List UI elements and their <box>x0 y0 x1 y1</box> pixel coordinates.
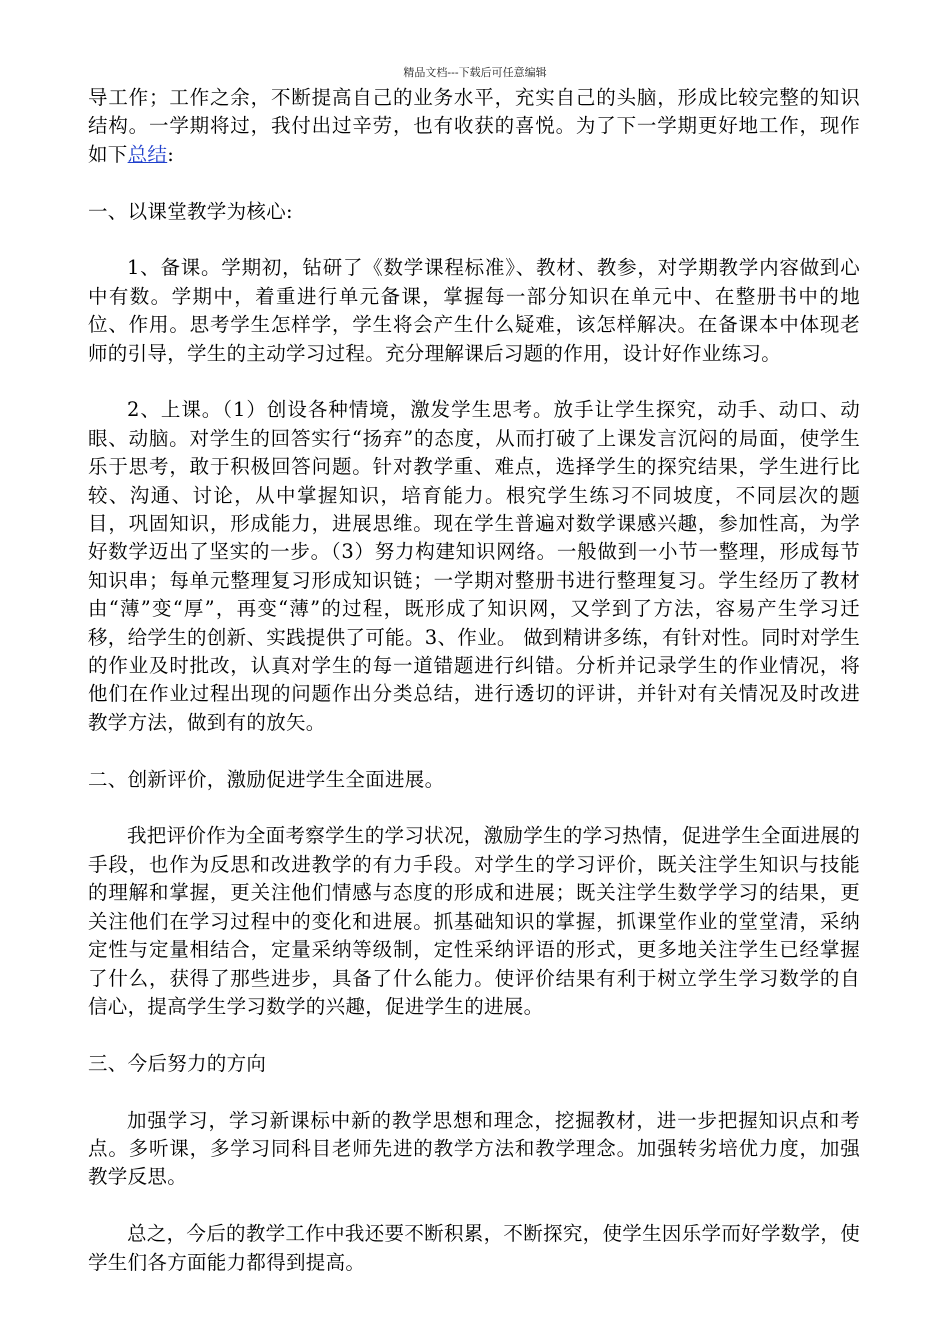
intro-paragraph <box>88 84 860 169</box>
document-body <box>88 84 860 1305</box>
conclusion-paragraph: 总之，今后的教学工作中我还要不断积累，不断探究，使学生因乐学而好学数学，使学生们各方面能力都得到提高。 <box>88 1222 860 1274</box>
intro-tail: : <box>167 142 175 166</box>
section-3-paragraph: 加强学习，学习新课标中新的教学思想和理念，挖掘教材，进一步把握知识点和考点。多听课，多学习同科目老师先进的教学方法和教学理念。加强转劣培优力度，加强教学反思。 <box>88 1108 860 1189</box>
section-3-heading: 三、今后努力的方向 <box>88 1051 267 1075</box>
summary-link[interactable]: 总结 <box>127 142 168 166</box>
section-1-paragraph-teaching: 2、上课。（1）创设各种情境，激发学生思考。放手让学生探究，动手、动口、动眼、动脑。对学生的回答实行“扬弃”的态度，从而打破了上课发言沉闷的局面，使学生乐于思考，敢于积极回答问题。针对教学重、难点，选择学生的探究结果，学生进行比较、沟通、讨论，从中掌握知识，培育能力。根究学生练习不同坡度，不同层次的题目，巩固知识，形成能力，进展思维。现在学生普遍对数学课感兴趣，参加性高，为学好数学迈出了坚实的一步。（3）努力构建知识网络。一般做到一小节一整理，形成每节知识串；每单元整理复习形成知识链；一学期对整册书进行整理复习。学生经历了教材由“薄”变“厚”，再变“薄”的过程，既形成了知识网，又学到了方法，容易产生学习迁移，给学生的创新、实践提供了可能。3、作业。 做到精讲多练，有针对性。同时对学生的作业及时批改，认真对学生的每一道错题进行纠错。分析并记录学生的作业情况，将他们在作业过程出现的问题作出分类总结，进行透切的评讲，并针对有关情况及时改进教学方法，做到有的放矢。 <box>88 398 860 734</box>
section-2-paragraph: 我把评价作为全面考察学生的学习状况，激励学生的学习热情，促进学生全面进展的手段，也作为反思和改进教学的有力手段。对学生的学习评价，既关注学生知识与技能的理解和掌握，更关注他们情感与态度的形成和进展；既关注学生数学学习的结果，更关注他们在学习过程中的变化和进展。抓基础知识的掌握，抓课堂作业的堂堂清，采纳定性与定量相结合，定量采纳等级制，定性采纳评语的形式，更多地关注学生已经掌握了什么，获得了那些进步，具备了什么能力。使评价结果有利于树立学生学习数学的自信心，提高学生学习数学的兴趣，促进学生的进展。 <box>88 824 860 1018</box>
section-1-heading: 一、以课堂教学为核心: <box>88 199 293 223</box>
intro-text: 导工作；工作之余，不断提高自己的业务水平，充实自己的头脑，形成比较完整的知识结构。一学期将过，我付出过辛劳，也有收获的喜悦。为了下一学期更好地工作，现作如下 <box>88 86 860 166</box>
section-2-heading: 二、创新评价，激励促进学生全面进展。 <box>88 767 445 791</box>
page-header: 精品文档---下载后可任意编辑 <box>403 66 547 79</box>
section-1-paragraph-lesson-prep: 1、备课。学期初，钻研了《数学课程标准》、教材、教参，对学期教学内容做到心中有数。学期中，着重进行单元备课，掌握每一部分知识在单元中、在整册书中的地位、作用。思考学生怎样学，学生将会产生什么疑难，该怎样解决。在备课本中体现老师的引导，学生的主动学习过程。充分理解课后习题的作用，设计好作业练习。 <box>88 256 860 365</box>
